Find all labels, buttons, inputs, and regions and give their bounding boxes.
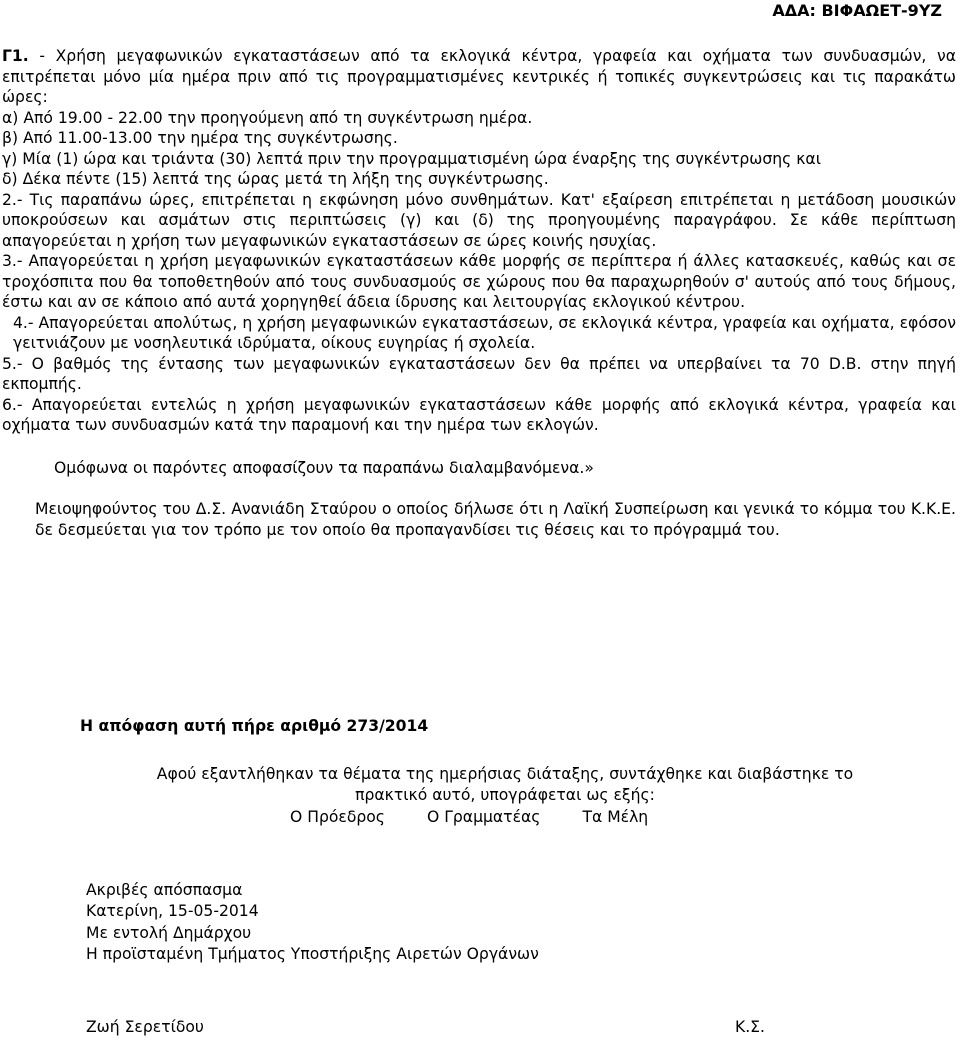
closing-statement [0,764,960,806]
paragraph-g1-label: Γ1. [2,47,29,65]
copy-line-4: Η προϊσταμένη Τμήματος Υποστήριξης Αιρετών Οργάνων [86,944,539,963]
paragraph-4: 4.- Απαγορεύεται απολύτως, η χρήση μεγαφωνικών εγκαταστάσεων, σε εκλογικά κέντρα, γραφεία και οχήματα, εφόσον γειτνιάζουν με νοσηλευτικά ιδρύματα, οίκους ευγηρίας ή σχολεία. [13,313,956,352]
spacer [2,436,956,458]
unanimous-statement: Ομόφωνα οι παρόντες αποφασίζουν τα παραπάνω διαλαμβανόμενα.» [54,458,594,477]
paragraph-2: 2.- Τις παραπάνω ώρες, επιτρέπεται η εκφώνηση μόνο συνθημάτων. Κατ' εξαίρεση επιτρέπεται η μετάδοση μουσικών υποκρούσεων και ασμάτων στις περιπτώσεις (γ) και (δ) της προηγουμένης παραγράφου. Σε κάθε περίπτωση απαγορεύεται η χρήση των μεγαφωνικών εγκαταστάσεων σε ώρες κοινής ησυχίας. [2,190,956,250]
signatory-members: Τα Μέλη [582,808,649,826]
copy-line-3: Με εντολή Δημάρχου [86,923,252,942]
signatories-row [290,807,648,828]
signatory-president: Ο Πρόεδρος [290,808,385,826]
item-d: δ) Δέκα πέντε (15) λεπτά της ώρας μετά τη λήξη της συγκέντρωσης. [2,170,549,188]
item-b: β) Από 11.00-13.00 την ημέρα της συγκέντρωσης. [2,129,398,147]
spacer [2,478,956,499]
paragraph-g1-text: - Χρήση μεγαφωνικών εγκαταστάσεων από τα εκλογικά κέντρα, γραφεία και οχήματα των συνδυασμών, να επιτρέπεται μόνο μία ημέρα πριν από τις προγραμματισμένες κεντρικές ή τοπικές συγκεντρώσεις και τις παρακάτω ώρες: [2,47,956,106]
signer-initials: Κ.Σ. [735,1018,765,1036]
accurate-copy-block [86,880,539,965]
closing-line-1: Αφού εξαντλήθηκαν τα θέματα της ημερήσιας διάταξης, συντάχθηκε και διαβάστηκε το [156,765,854,783]
ada-code: ΑΔΑ: ΒΙΦΑΩΕΤ-9ΥΖ [772,1,942,20]
paragraph-5: 5.- Ο βαθμός της έντασης των μεγαφωνικών εγκαταστάσεων δεν θα πρέπει να υπερβαίνει τα 70 D.B. στην πηγή εκπομπής. [2,354,956,393]
paragraph-3: 3.- Απαγορεύεται η χρήση μεγαφωνικών εγκαταστάσεων κάθε μορφής σε περίπτερα ή άλλες κατασκευές, καθώς και σε τροχόσπιτα που θα τοποθετηθούν από τους συνδυασμούς σε χώρους που θα παραχωρηθούν σ' αυτούς από τους δήμους, έστω και αν σε κάποιο από αυτά χορηγηθεί άδεια ίδρυσης και λειτουργίας εκλογικού κέντρου. [2,252,956,311]
decision-number-title: Η απόφαση αυτή πήρε αριθμό 273/2014 [80,717,429,735]
minority-statement: Μειοψηφούντος του Δ.Σ. Ανανιάδη Σταύρου ο οποίος δήλωσε ότι η Λαϊκή Συσπείρωση και γενικά το κόμμα του Κ.Κ.Ε. δε δεσμεύεται για τον τρόπο με τον οποίο θα προπαγανδίσει τις θέσεις και το πρόγραμμά του. [35,500,956,539]
decision-body [2,46,956,540]
item-a: α) Από 19.00 - 22.00 την προηγούμενη από τη συγκέντρωση ημέρα. [2,108,533,127]
copy-line-1: Ακριβές απόσπασμα [86,881,243,899]
item-c: γ) Μία (1) ώρα και τριάντα (30) λεπτά πριν την προγραμματισμένη ώρα έναρξης της συγκέντρωσης και [2,149,821,168]
paragraph-6: 6.- Απαγορεύεται εντελώς η χρήση μεγαφωνικών εγκαταστάσεων κάθε μορφής από εκλογικά κέντρα, γραφεία και οχήματα των συνδυασμών κατά την παραμονή και την ημέρα των εκλογών. [2,395,956,434]
closing-line-2: πρακτικό αυτό, υπογράφεται ως εξής: [355,786,655,804]
signer-name: Ζωή Σερετίδου [86,1018,204,1036]
copy-line-2: Κατερίνη, 15-05-2014 [86,902,259,921]
signatory-secretary: Ο Γραμματέας [426,808,541,826]
paragraph-g1 [2,46,956,108]
